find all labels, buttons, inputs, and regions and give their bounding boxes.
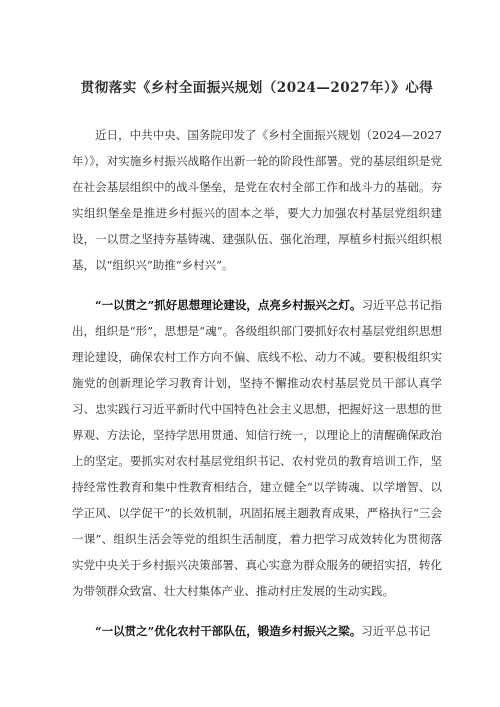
paragraph-text: 习近平总书记	[361, 624, 431, 638]
paragraph-thought-building	[72, 292, 442, 604]
paragraph-cadre-team	[72, 618, 442, 644]
paragraph-text: 近日，中共中央、国务院印发了《乡村全面振兴规划（2024—2027年）》，对实施乡村振兴战略作出新一轮的阶段性部署。党的基层组织是党在社会基层组织中的战斗堡垒，是党在农村全部工作和战斗力的基础。夯实组织堡垒是推进乡村振兴的固本之举，要大力加强农村基层党组织建设，一以贯之坚持夯基铸魂、建强队伍、强化治理，厚植乡村振兴组织根基，以“组织兴”助推“乡村兴”。	[72, 128, 442, 272]
paragraph-intro	[72, 122, 442, 278]
paragraph-text: 习近平总书记指出，组织是“形”，思想是“魂”。各级组织部门要抓好农村基层党组织思想理论建设，确保农村工作方向不偏、底线不松、动力不减。要积极组织实施党的创新理论学习教育计划，坚持不懈推动农村基层党员干部认真学习、忠实践行习近平新时代中国特色社会主义思想，把握好这一思想的世界观、方法论，坚持学思用贯通、知信行统一，以理论上的清醒确保政治上的坚定。要抓实对农村基层党组织书记、农村党员的教育培训工作，坚持经常性教育和集中性教育相结合，建立健全“以学铸魂、以学增智、以学正风、以学促干”的长效机制，巩固拓展主题教育成果，严格执行“三会一课”、组织生活会等党的组织生活制度，着力把学习成效转化为贯彻落实党中央关于乡村振兴决策部署、真心实意为群众服务的硬招实招，转化为带领群众致富、壮大村集体产业、推动村庄发展的生动实践。	[72, 298, 443, 598]
paragraph-lead: “一以贯之”优化农村干部队伍，锻造乡村振兴之梁。	[95, 624, 362, 638]
document-title: 贯彻落实《乡村全面振兴规划（2024—2027年）》心得	[80, 80, 434, 96]
paragraph-lead: “一以贯之”抓好思想理论建设，点亮乡村振兴之灯。	[95, 298, 362, 312]
